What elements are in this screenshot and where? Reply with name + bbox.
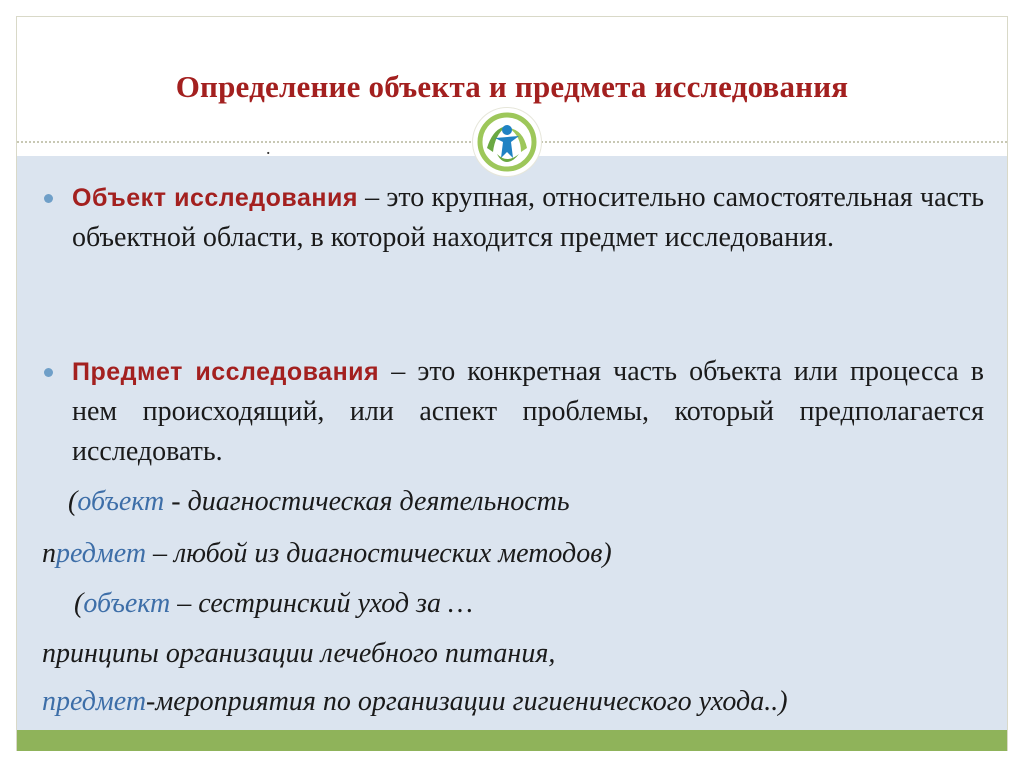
bullet-text xyxy=(72,352,984,472)
example-text: – любой из диагностических методов) xyxy=(146,538,612,569)
example-text: -мероприятия по организации гигиенического ухода..) xyxy=(146,686,788,717)
bottom-accent-bar xyxy=(17,730,1007,751)
example-prefix: п xyxy=(42,538,56,569)
example-line-4 xyxy=(42,636,555,672)
bullet-text xyxy=(72,178,984,258)
example-line-2 xyxy=(42,536,612,572)
example-highlight: объект xyxy=(83,588,171,619)
bullet-marker xyxy=(44,194,53,203)
example-prefix: ( xyxy=(68,486,78,517)
example-text: – сестринский уход за … xyxy=(170,588,473,619)
slide-title: Определение объекта и предмета исследования xyxy=(175,69,849,104)
definition-subject: – это конкретная часть объекта или процесса в нем происходящий, или аспект проблемы, который предполагается исследовать. xyxy=(72,356,984,467)
separator-dot: . xyxy=(266,138,271,158)
person-leaf-logo-icon xyxy=(473,108,541,176)
bullet-object xyxy=(44,178,984,258)
definition-object: – это крупная, относительно самостоятельная часть объектной области, в которой находится предмет исследования. xyxy=(72,182,984,253)
example-prefix: ( xyxy=(74,588,84,619)
example-line-1 xyxy=(68,484,570,520)
example-text: - диагностическая деятельность xyxy=(164,486,570,517)
example-highlight: редмет xyxy=(56,538,147,569)
example-line-3 xyxy=(74,586,473,622)
example-highlight: объект xyxy=(77,486,165,517)
example-line-5 xyxy=(42,684,788,720)
bullet-marker xyxy=(44,368,53,377)
term-object: Объект исследования xyxy=(72,184,358,212)
term-subject: Предмет исследования xyxy=(72,358,380,386)
bullet-subject xyxy=(44,352,984,472)
example-text: принципы организации лечебного питания, xyxy=(42,638,556,669)
example-highlight: предмет xyxy=(42,686,147,717)
